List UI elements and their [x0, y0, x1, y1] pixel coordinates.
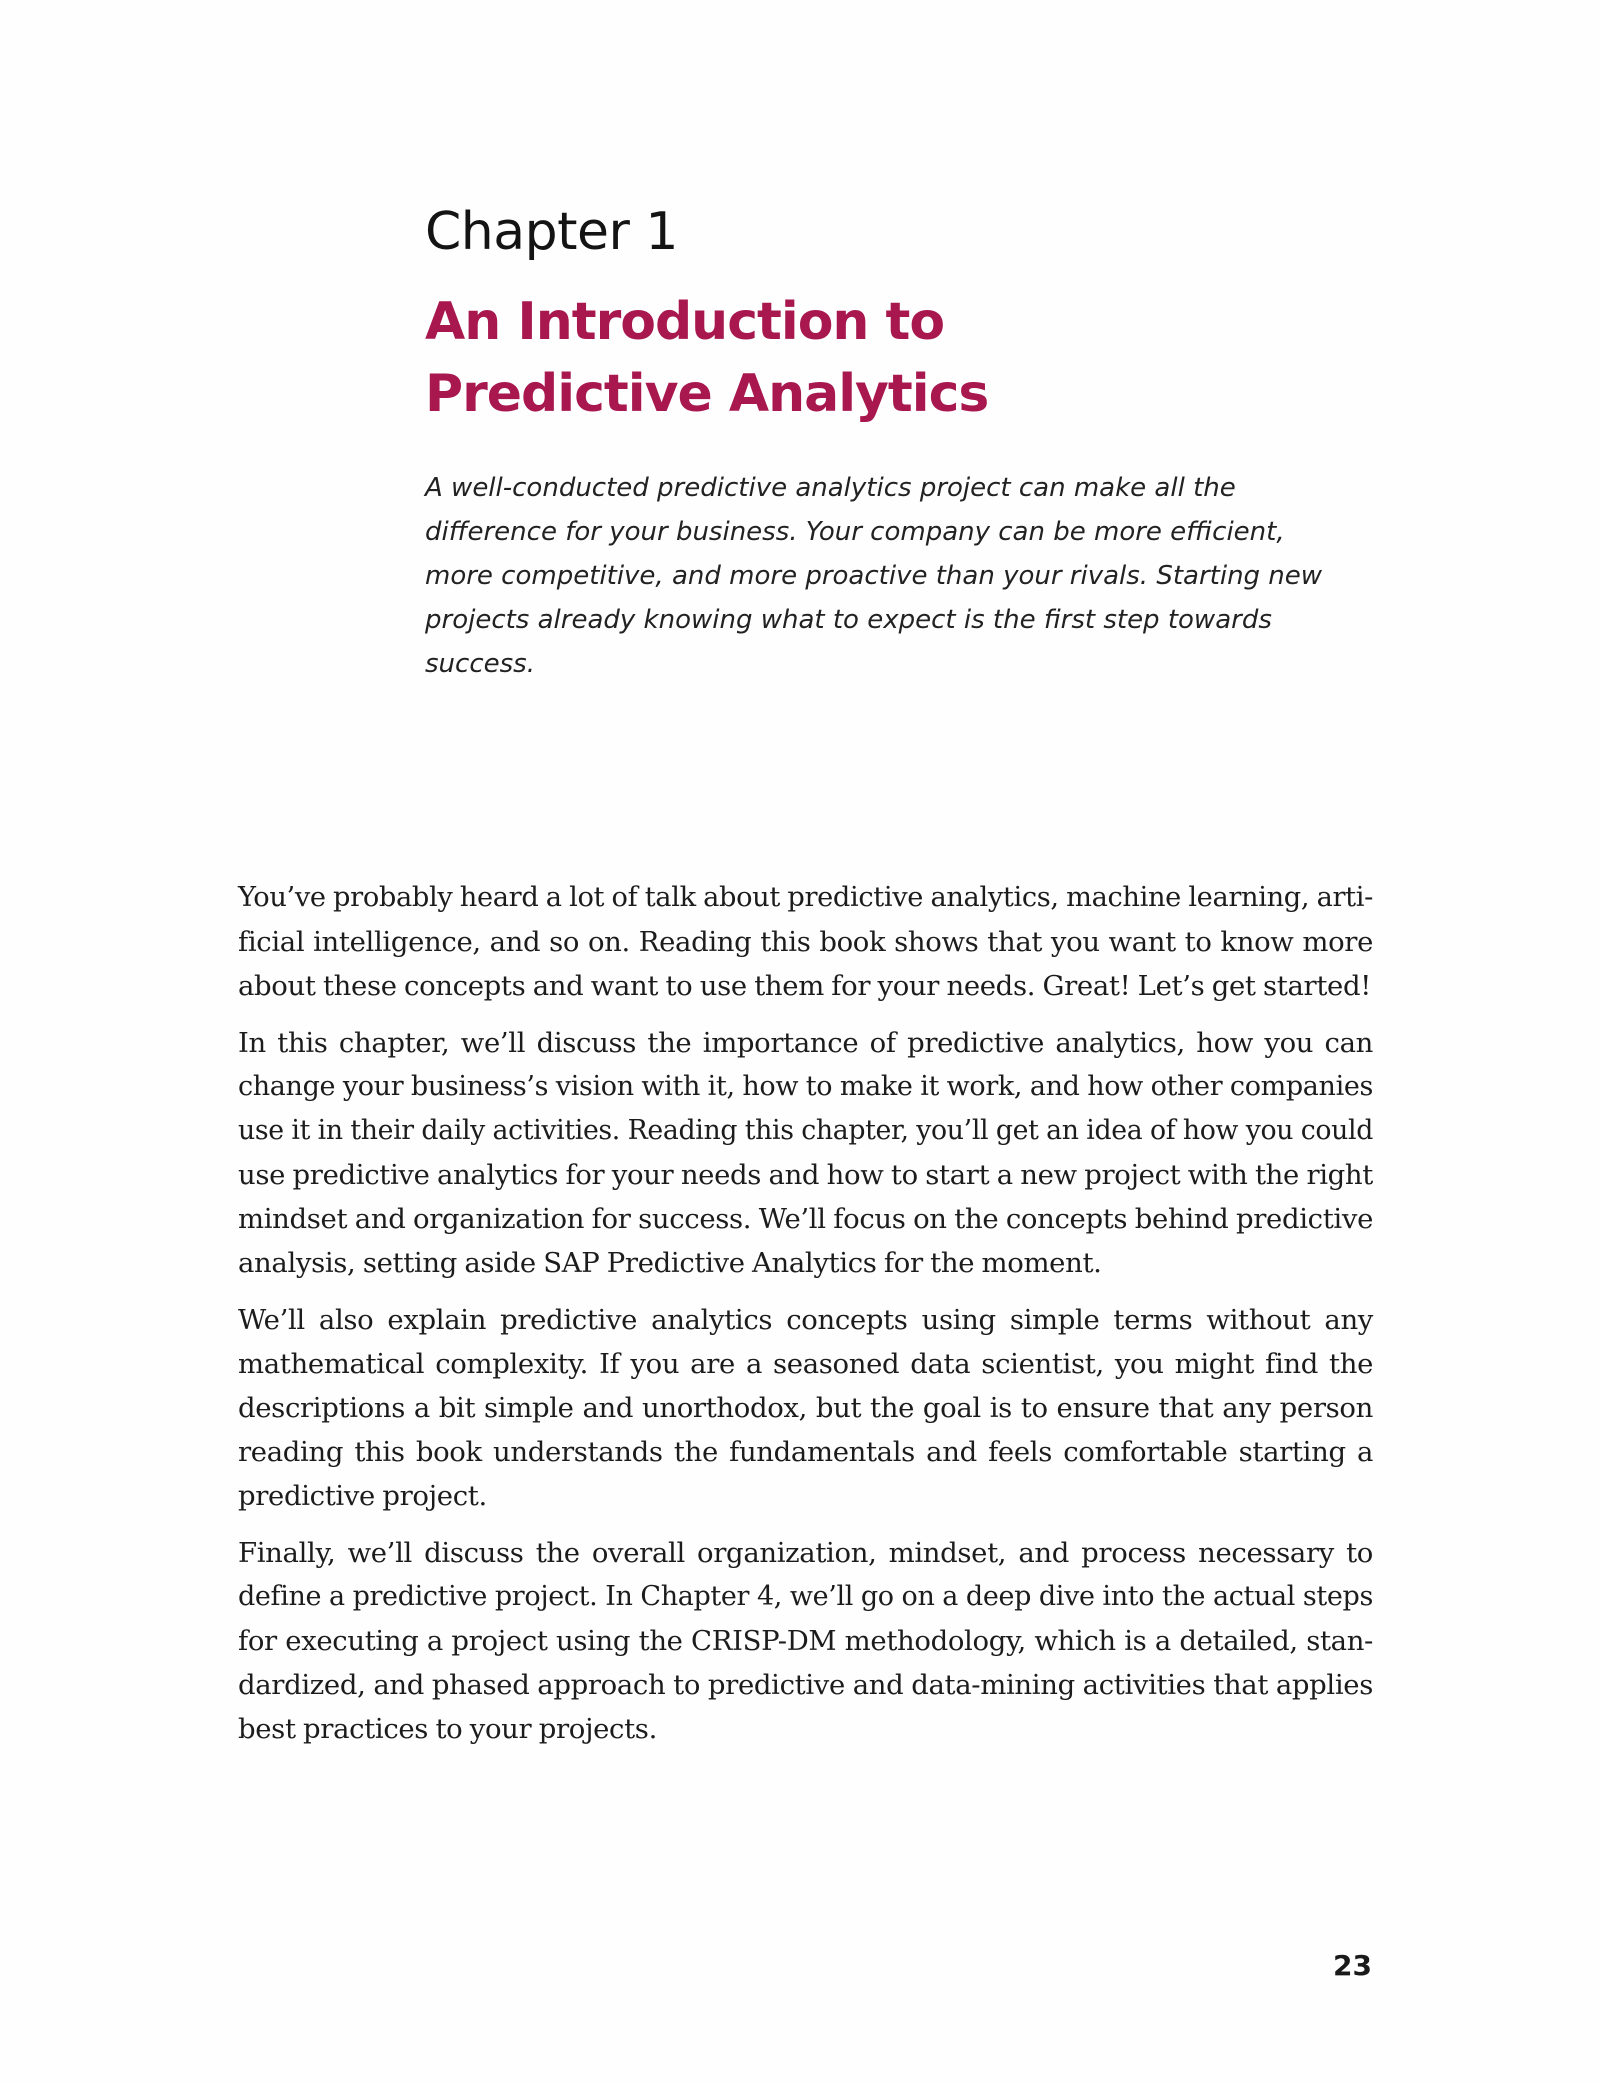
lead-line: difference for your business. Your company can be more efficient,	[425, 517, 1285, 547]
chapter-title-line: Predictive Analytics	[425, 364, 989, 424]
lead-line: success.	[425, 649, 535, 679]
text-line: use it in their daily activities. Reading this chapter, you’ll get an idea of how you could	[238, 1115, 1373, 1146]
text-line: You’ve probably heard a lot of talk about predictive analytics, machine learning, arti-	[238, 882, 1373, 913]
text-line: mindset and organization for success. We’ll focus on the concepts behind predictive	[238, 1203, 1373, 1235]
text-line: dardized, and phased approach to predictive and data-mining activities that applies	[238, 1669, 1373, 1701]
lead-line: A well-conducted predictive analytics project can make all the	[425, 473, 1236, 503]
text-line: use predictive analytics for your needs and how to start a new project with the right	[238, 1159, 1373, 1191]
paragraph	[238, 876, 1373, 1008]
text-line: about these concepts and want to use them for your needs. Great! Let’s get started!	[238, 970, 1371, 1002]
chapter-label: Chapter 1	[425, 202, 679, 262]
page-number: 23	[1333, 1949, 1372, 1982]
text-line: Finally, we’ll discuss the overall organization, mindset, and process necessary to	[238, 1537, 1373, 1569]
paragraph	[238, 1021, 1373, 1285]
text-line: define a predictive project. In Chapter 4, we’ll go on a deep dive into the actual steps	[238, 1581, 1373, 1612]
text-line: predictive project.	[238, 1480, 487, 1512]
text-line: analysis, setting aside SAP Predictive Analytics for the moment.	[238, 1247, 1102, 1279]
chapter-title	[425, 286, 1425, 430]
text-line: best practices to your projects.	[238, 1713, 657, 1745]
text-line: for executing a project using the CRISP-DM methodology, which is a detailed, stan-	[238, 1625, 1373, 1657]
text-line: ficial intelligence, and so on. Reading this book shows that you want to know more	[238, 926, 1373, 958]
text-line: In this chapter, we’ll discuss the importance of predictive analytics, how you can	[238, 1027, 1373, 1059]
chapter-lead	[425, 466, 1325, 686]
text-line: mathematical complexity. If you are a seasoned data scientist, you might find the	[238, 1348, 1373, 1380]
paragraph	[238, 1531, 1373, 1751]
body-text	[238, 876, 1373, 1764]
paragraph	[238, 1298, 1373, 1518]
text-line: We’ll also explain predictive analytics concepts using simple terms without any	[238, 1304, 1373, 1336]
text-line: descriptions a bit simple and unorthodox, but the goal is to ensure that any person	[238, 1392, 1373, 1424]
text-line: change your business’s vision with it, how to make it work, and how other companies	[238, 1071, 1373, 1102]
chapter-title-line: An Introduction to	[425, 292, 945, 352]
text-line: reading this book understands the fundamentals and feels comfortable starting a	[238, 1436, 1373, 1468]
lead-line: projects already knowing what to expect is the first step towards	[425, 605, 1272, 635]
lead-line: more competitive, and more proactive than your rivals. Starting new	[425, 561, 1323, 591]
